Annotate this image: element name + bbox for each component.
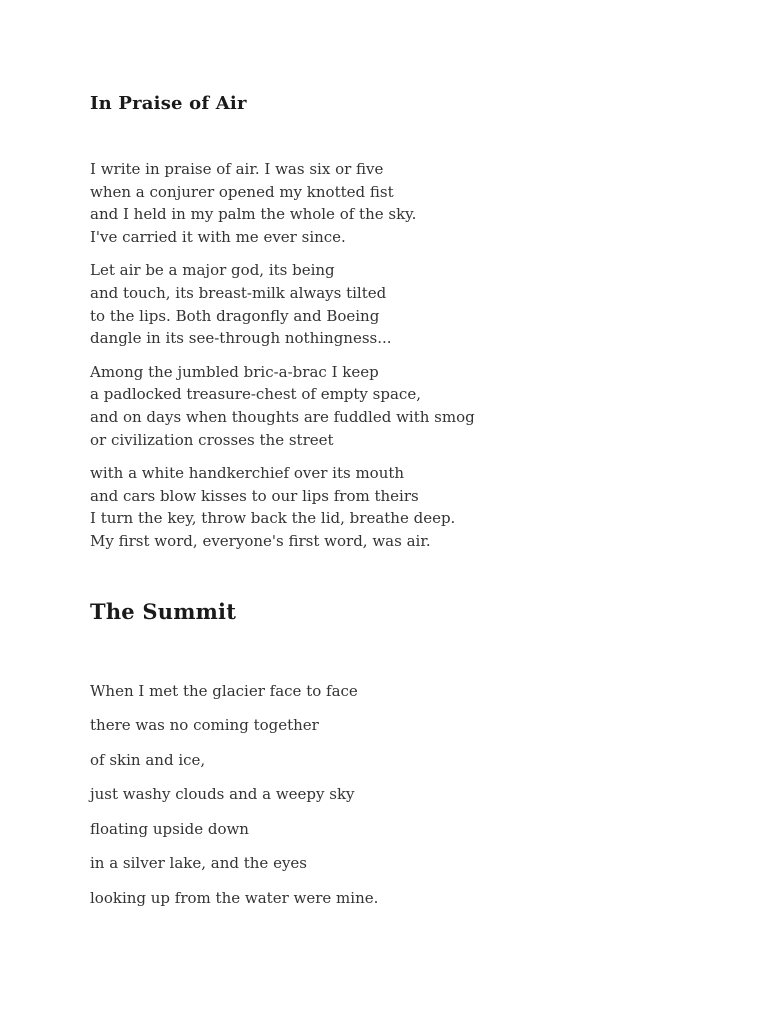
poem-line: Among the jumbled bric-a-brac I keep — [90, 362, 379, 381]
poem-line: there was no coming together — [90, 716, 319, 734]
poem-title-the-summit: The Summit — [90, 598, 237, 624]
poem-line: I turn the key, throw back the lid, breathe deep. — [90, 509, 456, 528]
poem-line: Let air be a major god, its being — [90, 261, 335, 280]
poem-line: or civilization crosses the street — [90, 430, 334, 449]
poem-line: When I met the glacier face to face — [90, 681, 358, 700]
stanza-2 — [90, 259, 678, 349]
poem-line: and I held in my palm the whole of the sky. — [90, 205, 417, 224]
poem-title-in-praise-of-air: In Praise of Air — [90, 93, 247, 114]
poem-line: I write in praise of air. I was six or five — [90, 160, 384, 178]
stanza-4 — [90, 462, 678, 552]
poem-line: floating upside down — [90, 819, 249, 838]
poem-line: and touch, its breast-milk always tilted — [90, 283, 387, 302]
poem-line: I've carried it with me ever since. — [90, 227, 346, 246]
poem-line: a padlocked treasure-chest of empty space, — [90, 385, 421, 404]
stanza-1 — [90, 158, 678, 248]
poem-line: with a white handkerchief over its mouth — [90, 464, 405, 483]
poem-line: to the lips. Both dragonfly and Boeing — [90, 306, 380, 325]
poem-line: looking up from the water were mine. — [90, 888, 379, 907]
poem-line: dangle in its see-through nothingness... — [90, 329, 392, 348]
poem-line: and on days when thoughts are fuddled with smog — [90, 407, 475, 426]
poem-line: just washy clouds and a weepy sky — [90, 785, 355, 803]
poem-line: My first word, everyone's first word, was air. — [90, 531, 431, 550]
poem-line: of skin and ice, — [90, 750, 206, 769]
poem-line: in a silver lake, and the eyes — [90, 854, 307, 872]
poem-line: and cars blow kisses to our lips from theirs — [90, 486, 419, 505]
poem-line: when a conjurer opened my knotted fist — [90, 182, 394, 201]
stanza-3 — [90, 361, 678, 451]
